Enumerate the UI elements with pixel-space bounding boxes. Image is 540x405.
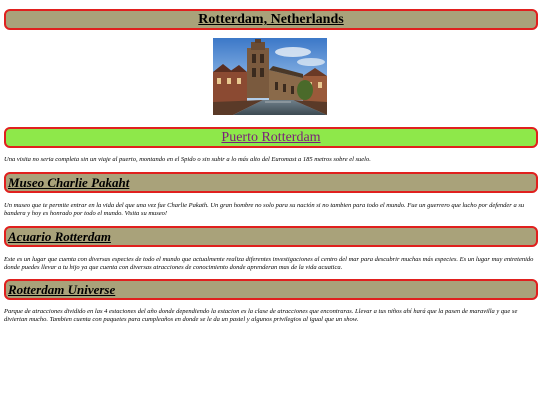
museo-description: Un museo que te permite entrar en la vida del que una vez fue Charlie Pakath. Un gran hombre no solo para su nación si no tambien para todo el mundo. Fue un guerrero que lucho por defender a su bandera y hoy es honrado por todo el mundo. Visita su museo! — [4, 202, 525, 217]
puerto-rotterdam-link[interactable]: Puerto Rotterdam — [221, 130, 321, 145]
universe-description: Parque de atracciones dividido en las 4 estaciones del año donde dependiendo la estacion es la clase de atracciones que encontraras. Llevar a tus niños ahí hará que la pasen de maravilla y que se diviertan mucho. Tambien cuenta con paquetes para cumpleaños en donde se le da un pastel y algunos privilegios al igual que un show. — [4, 308, 518, 323]
page-title-bar — [4, 9, 538, 30]
acuario-rotterdam-link[interactable]: Acuario Rotterdam — [8, 229, 111, 244]
rotterdam-universe-link[interactable]: Rotterdam Universe — [8, 282, 116, 297]
museo-charlie-pakaht-link[interactable]: Museo Charlie Pakaht — [8, 175, 130, 190]
rotterdam-universe-heading[interactable] — [4, 279, 538, 300]
puerto-description: Una visita no seria completa sin un viaje al puerto, montando en el Spido o sin subir a lo más alto del Euromast a 185 metros sobre el suelo. — [4, 156, 371, 163]
page-title: Rotterdam, Netherlands — [198, 12, 344, 27]
rotterdam-church-photo — [213, 38, 327, 115]
acuario-rotterdam-heading[interactable] — [4, 226, 538, 247]
museo-charlie-pakaht-heading[interactable] — [4, 172, 538, 193]
church-canal-image — [213, 38, 327, 115]
acuario-description: Este es un lugar que cuenta con diversas especies de todo el mundo que actualmente realiza diferentes investigaciones al centro del mar para descubrir muchas más especies. Es un lugar muy entretenido donde puedes llevar a tu hijo ya que cuenta con diversas atracciones de conocimiento donde aprenderan mas de la vida acuatica. — [4, 256, 534, 271]
puerto-rotterdam-heading[interactable] — [4, 127, 538, 148]
